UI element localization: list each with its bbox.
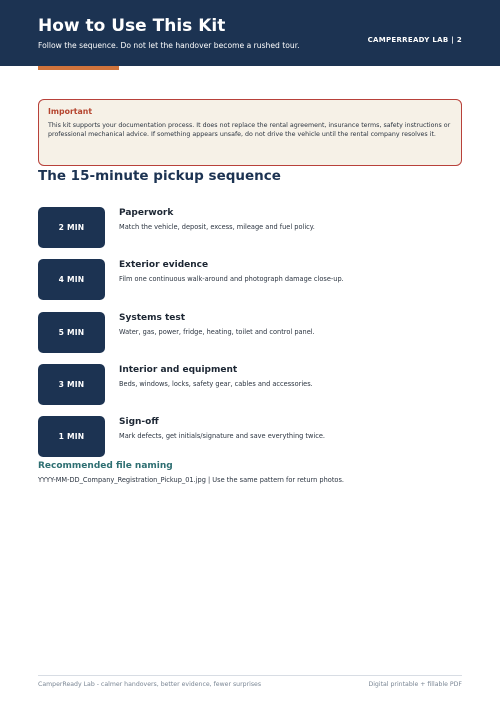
page-header	[0, 0, 500, 66]
page-title: How to Use This Kit	[38, 16, 226, 36]
step-exterior-evidence	[38, 259, 462, 301]
step-interior-equipment	[38, 364, 462, 406]
step-title: Sign-off	[119, 417, 159, 427]
footer-tagline: CamperReady Lab - calmer handovers, better evidence, fewer surprises	[38, 681, 262, 688]
step-title: Interior and equipment	[119, 365, 238, 375]
accent-bar	[38, 66, 119, 70]
page-subtitle: Follow the sequence. Do not let the handover become a rushed tour.	[38, 41, 300, 50]
file-naming-title: Recommended file naming	[38, 461, 173, 471]
brand-page-number: CAMPERREADY LAB | 2	[367, 36, 462, 44]
step-title: Exterior evidence	[119, 260, 209, 270]
step-description: Mark defects, get initials/signature and save everything twice.	[119, 432, 325, 440]
step-description: Beds, windows, locks, safety gear, cables and accessories.	[119, 380, 313, 388]
footer-format: Digital printable + fillable PDF	[368, 681, 462, 688]
time-badge: 3 MIN	[38, 364, 105, 405]
file-naming-text: YYYY-MM-DD_Company_Registration_Pickup_01.jpg | Use the same pattern for return photos.	[38, 476, 344, 484]
time-badge: 5 MIN	[38, 312, 105, 353]
notice-title: Important	[48, 107, 93, 116]
time-badge: 2 MIN	[38, 207, 105, 248]
time-badge: 1 MIN	[38, 416, 105, 457]
step-sign-off	[38, 416, 462, 458]
step-title: Paperwork	[119, 208, 174, 218]
step-description: Film one continuous walk-around and photograph damage close-up.	[119, 275, 344, 283]
notice-text: This kit supports your documentation process. It does not replace the rental agreement, insurance terms, safety instructions or professional mechanical advice. If something appears unsafe, do not drive the vehicle until the rental company resolves it.	[48, 122, 451, 138]
important-notice	[38, 99, 462, 166]
time-badge: 4 MIN	[38, 259, 105, 300]
section-title: The 15-minute pickup sequence	[38, 168, 281, 184]
step-description: Match the vehicle, deposit, excess, mileage and fuel policy.	[119, 223, 315, 231]
step-title: Systems test	[119, 313, 186, 323]
footer-divider	[38, 675, 462, 676]
step-systems-test	[38, 312, 462, 354]
step-description: Water, gas, power, fridge, heating, toilet and control panel.	[119, 328, 315, 336]
step-paperwork	[38, 207, 462, 249]
